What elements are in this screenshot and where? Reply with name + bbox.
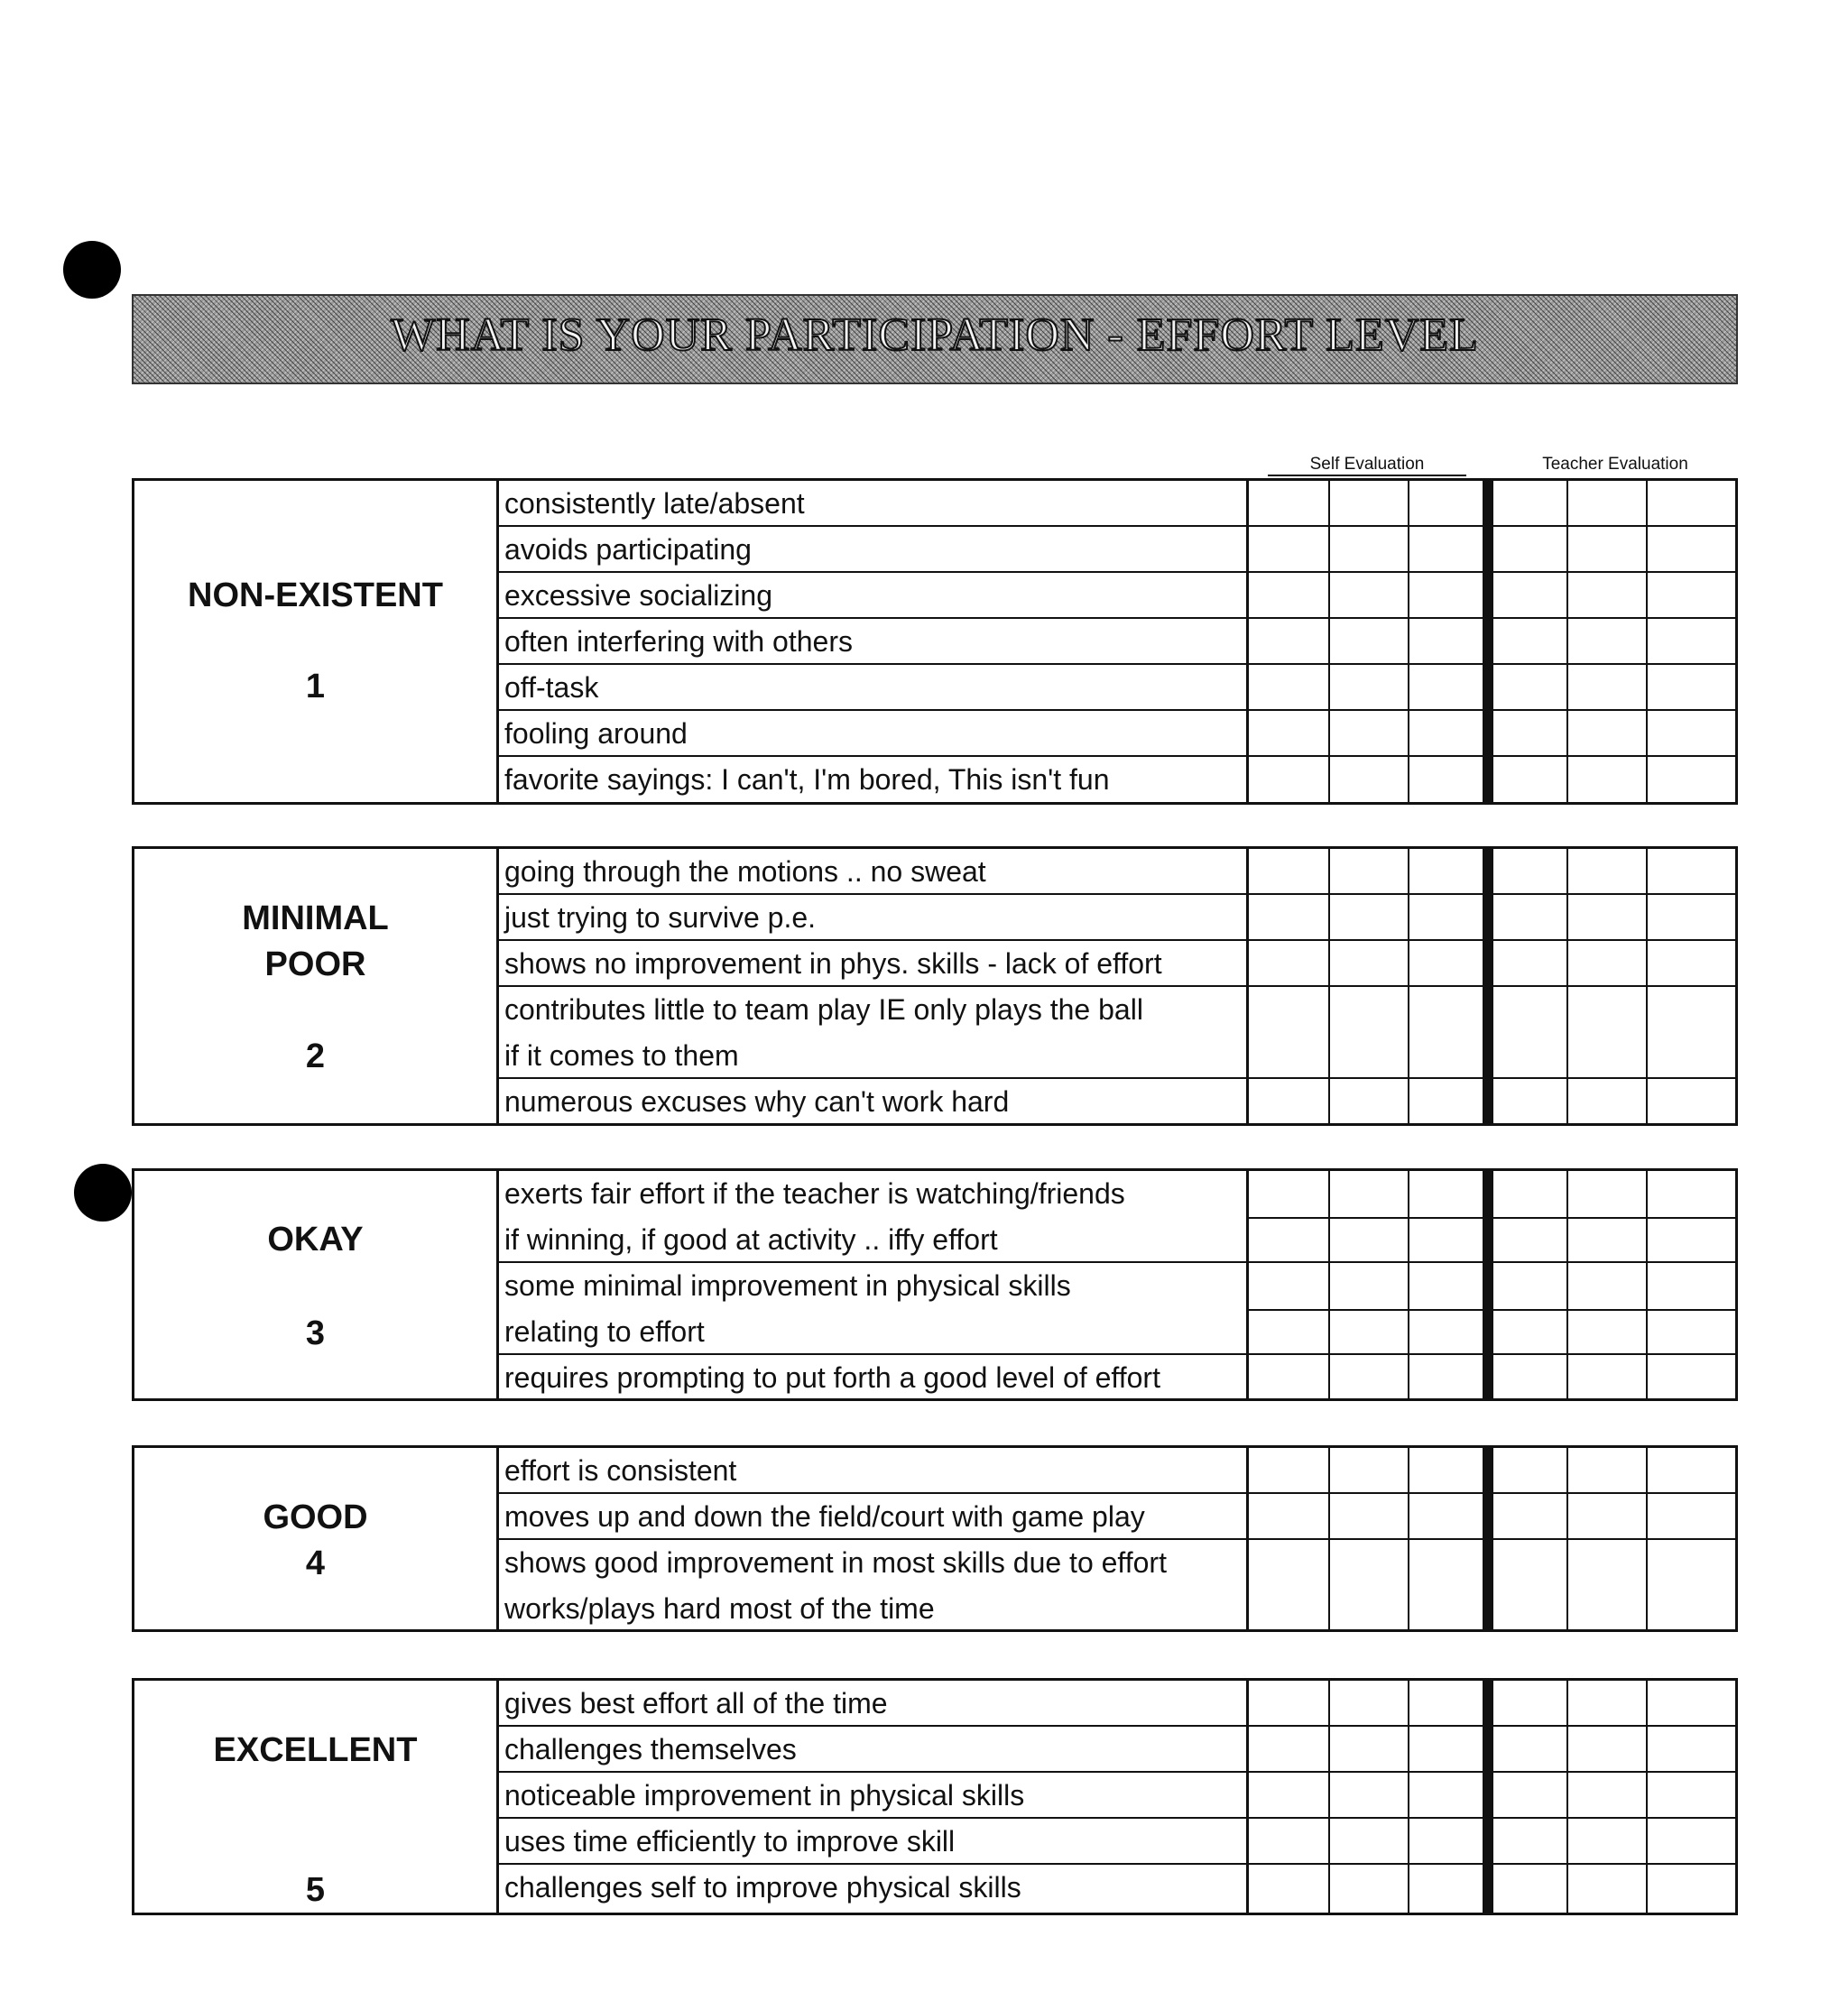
grid-row-divider [1249, 1771, 1735, 1773]
grid-row-divider [1249, 1725, 1735, 1727]
section-okay [132, 1168, 1738, 1401]
evaluation-grid[interactable] [1246, 1171, 1735, 1398]
evaluation-grid[interactable] [1246, 849, 1735, 1123]
grid-row-divider [1249, 1863, 1735, 1865]
grid-row-divider [1249, 755, 1735, 757]
grid-row-divider [1249, 571, 1735, 573]
description-row: excessive socializing [499, 573, 1735, 619]
description-row: fooling around [499, 711, 1735, 757]
punch-hole-top [63, 241, 121, 299]
description-row: if it comes to them [499, 1033, 1735, 1079]
description-row: if winning, if good at activity .. iffy effort [499, 1217, 1735, 1263]
description-row: off-task [499, 665, 1735, 711]
description-row: moves up and down the field/court with game play [499, 1494, 1735, 1540]
level-name: GOOD [263, 1498, 368, 1536]
description-row: effort is consistent [499, 1448, 1735, 1494]
grid-row-divider [1249, 1538, 1735, 1540]
section-label [134, 481, 499, 802]
grid-row-divider [1249, 1353, 1735, 1355]
grid-row-divider [1249, 1817, 1735, 1819]
description-row: requires prompting to put forth a good level of effort [504, 1361, 1160, 1394]
evaluation-grid[interactable] [1246, 1448, 1735, 1629]
evaluation-grid[interactable] [1246, 1681, 1735, 1913]
description-row: works/plays hard most of the time [504, 1592, 935, 1625]
description-row: shows good improvement in most skills due to effort [504, 1546, 1167, 1579]
level-number: 2 [305, 1037, 326, 1075]
description-row: avoids participating [499, 527, 1735, 573]
self-evaluation-heading: Self Evaluation [1268, 455, 1466, 476]
description-row: contributes little to team play IE only plays the ball [504, 993, 1143, 1026]
grid-row-divider [1249, 1077, 1735, 1079]
section-excellent [132, 1678, 1738, 1915]
punch-hole-middle [74, 1164, 132, 1222]
level-name: NON-EXISTENT [188, 576, 443, 614]
description-row: noticeable improvement in physical skills [499, 1773, 1735, 1819]
level-name: EXCELLENT [213, 1731, 418, 1769]
grid-row-divider [1249, 1261, 1735, 1263]
page-title: WHAT IS YOUR PARTICIPATION - EFFORT LEVEL [391, 309, 1479, 361]
description-row: just trying to survive p.e. [499, 895, 1735, 941]
description-row: often interfering with others [499, 619, 1735, 665]
section-label [134, 1171, 499, 1398]
grid-row-divider [1249, 709, 1735, 711]
level-number: 3 [305, 1314, 326, 1352]
description-row: exerts fair effort if the teacher is watching/friends [504, 1177, 1125, 1210]
level-name: MINIMAL POOR [242, 899, 389, 983]
description-row: favorite sayings: I can't, I'm bored, This isn't fun [504, 763, 1110, 796]
section-label [134, 1448, 499, 1629]
description-row: uses time efficiently to improve skill [499, 1819, 1735, 1865]
teacher-evaluation-heading: Teacher Evaluation [1542, 455, 1688, 474]
grid-row-divider [1249, 663, 1735, 665]
level-number: 5 [305, 1871, 326, 1909]
grid-row-divider [1249, 893, 1735, 895]
description-row: shows no improvement in phys. skills - lack of effort [499, 941, 1735, 987]
section-non-existent [132, 478, 1738, 805]
description-row: some minimal improvement in physical skills [504, 1269, 1071, 1302]
grid-row-divider [1249, 939, 1735, 941]
description-row: challenges themselves [499, 1727, 1735, 1773]
level-number: 1 [305, 668, 326, 705]
grid-row-divider [1249, 985, 1735, 987]
grid-row-divider [1249, 617, 1735, 619]
description-row: relating to effort [499, 1309, 1735, 1355]
section-label [134, 1681, 499, 1913]
level-name: OKAY [267, 1221, 364, 1259]
description-row: consistently late/absent [499, 481, 1735, 527]
description-row: gives best effort all of the time [499, 1681, 1735, 1727]
grid-row-divider [1249, 525, 1735, 527]
section-minimal-poor [132, 846, 1738, 1126]
description-row: challenges self to improve physical skills [504, 1871, 1021, 1904]
section-good [132, 1445, 1738, 1632]
level-number: 4 [305, 1544, 326, 1582]
section-label [134, 849, 499, 1123]
description-row: numerous excuses why can't work hard [504, 1085, 1010, 1118]
grid-row-divider [1249, 1492, 1735, 1494]
evaluation-grid[interactable] [1246, 481, 1735, 802]
title-banner [132, 294, 1738, 384]
description-row: going through the motions .. no sweat [499, 849, 1735, 895]
